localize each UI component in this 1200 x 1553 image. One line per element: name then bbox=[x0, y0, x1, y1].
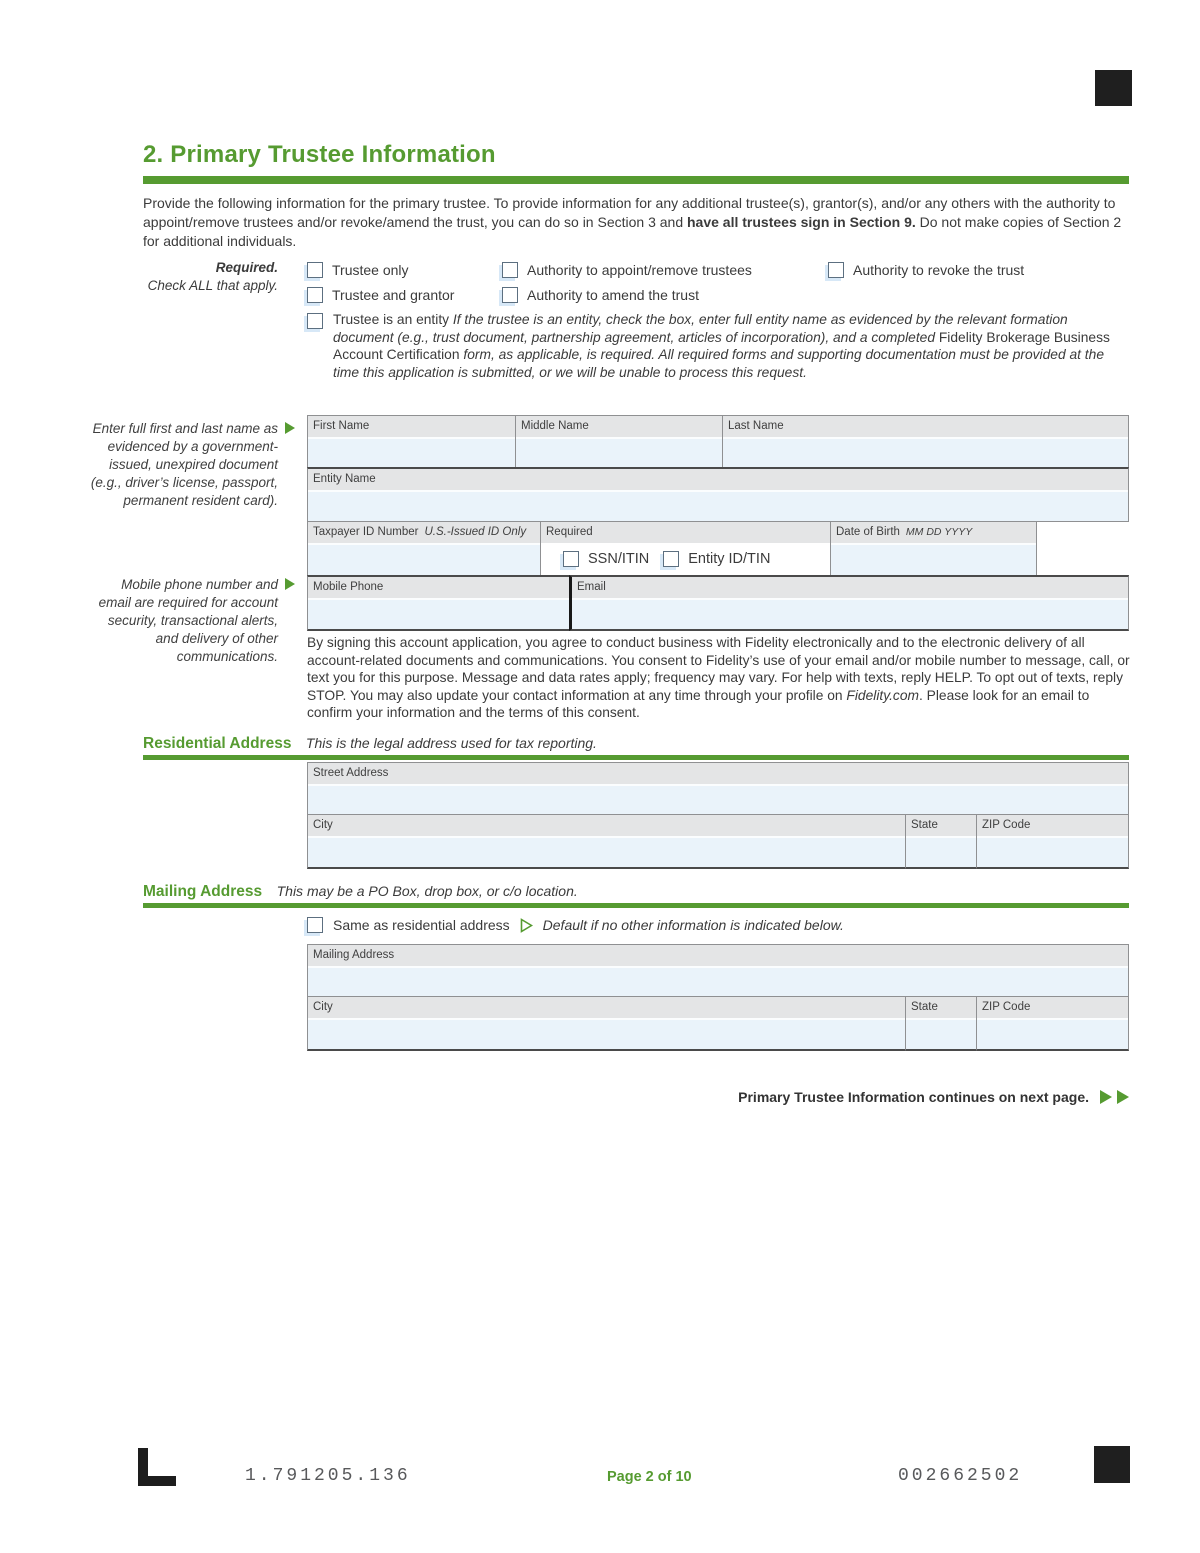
role-checkbox-group bbox=[307, 257, 1132, 307]
registration-square-top bbox=[1095, 70, 1132, 106]
continue-note: Primary Trustee Information continues on next page. bbox=[738, 1089, 1089, 1105]
mail-city-label: City bbox=[308, 997, 905, 1018]
default-note: Default if no other information is indicated below. bbox=[542, 917, 844, 933]
mailing-rule bbox=[143, 903, 1129, 908]
appoint-remove-checkbox[interactable] bbox=[502, 262, 518, 278]
street-row bbox=[307, 762, 1129, 815]
mobile-phone-input[interactable] bbox=[308, 598, 569, 629]
mobile-phone-field bbox=[307, 575, 570, 631]
id-type-required-label: Required bbox=[541, 522, 830, 543]
trustee-grantor-checkbox[interactable] bbox=[307, 287, 323, 303]
appoint-remove-label: Authority to appoint/remove trustees bbox=[527, 261, 752, 278]
street-address-label: Street Address bbox=[308, 763, 1128, 784]
date-of-birth-field bbox=[830, 521, 1037, 576]
entity-note-2: form, as applicable, is required. All required forms and supporting documentation must be provided at the time this application is submitted, or we will be unable to process this request. bbox=[333, 347, 1104, 380]
middle-name-label: Middle Name bbox=[516, 416, 722, 437]
res-city-field bbox=[307, 814, 906, 869]
margin-arrow-icon bbox=[285, 578, 295, 590]
email-label: Email bbox=[572, 577, 1128, 598]
residential-note: This is the legal address used for tax reporting. bbox=[305, 735, 597, 751]
mail-city-field bbox=[307, 996, 906, 1051]
mail-zip-input[interactable] bbox=[977, 1018, 1128, 1049]
entity-name-field bbox=[307, 467, 1129, 522]
date-of-birth-label: Date of Birth bbox=[836, 526, 900, 538]
taxpayer-id-input[interactable] bbox=[308, 543, 540, 575]
mail-city-input[interactable] bbox=[308, 1018, 905, 1049]
mobile-phone-label: Mobile Phone bbox=[308, 577, 569, 598]
consent-text-after: . Please look for an email to confirm your information and the terms of this consent. bbox=[307, 687, 1090, 721]
revoke-trust-label: Authority to revoke the trust bbox=[853, 261, 1025, 278]
residential-address-table bbox=[307, 762, 1129, 869]
email-field bbox=[569, 575, 1129, 631]
continue-arrow-icon bbox=[1117, 1090, 1129, 1104]
mailing-address-input[interactable] bbox=[308, 966, 1128, 996]
last-name-field bbox=[722, 415, 1129, 468]
middle-name-input[interactable] bbox=[516, 437, 722, 467]
res-zip-field bbox=[976, 814, 1129, 869]
mail-zip-label: ZIP Code bbox=[977, 997, 1128, 1018]
ssn-itin-checkbox[interactable] bbox=[563, 551, 579, 567]
revoke-trust-option bbox=[828, 262, 1024, 278]
contact-margin-note: Mobile phone number and email are required for account security, transactional alerts, and delivery of other communications. bbox=[98, 577, 278, 664]
street-address-field bbox=[307, 762, 1129, 815]
entity-id-tin-option bbox=[663, 551, 770, 567]
required-label-block bbox=[96, 259, 278, 295]
entity-note-1: If the trustee is an entity, check the box, enter full entity name as evidenced by the relevant formation document (e.g., trust document, partnership agreement, articles of incorporation), and a completed bbox=[333, 312, 1068, 345]
amend-trust-checkbox[interactable] bbox=[502, 287, 518, 303]
res-state-field bbox=[905, 814, 977, 869]
mailing-address-label: Mailing Address bbox=[308, 945, 1128, 966]
mailing-address-field bbox=[307, 944, 1129, 997]
margin-arrow-icon bbox=[285, 422, 295, 434]
section-title: 2. Primary Trustee Information bbox=[143, 141, 496, 168]
barcode-number: 002662502 bbox=[898, 1466, 1023, 1486]
mailing-heading-row bbox=[143, 883, 578, 901]
entity-checkbox-label: Trustee is an entity bbox=[333, 312, 450, 327]
residential-rule bbox=[143, 755, 1129, 760]
continue-note-row bbox=[738, 1089, 1129, 1105]
ssn-itin-option bbox=[563, 551, 649, 567]
mailing-note: This may be a PO Box, drop box, or c/o location. bbox=[276, 883, 578, 899]
entity-checkbox[interactable] bbox=[307, 313, 323, 329]
trustee-only-checkbox[interactable] bbox=[307, 262, 323, 278]
taxpayer-id-label: Taxpayer ID Number bbox=[313, 526, 419, 538]
intro-text-after: Do not make copies of Section 2 for additional individuals. bbox=[143, 214, 1122, 249]
entity-note-form-name: Fidelity Brokerage Business Account Certification bbox=[333, 329, 1110, 363]
appoint-remove-option bbox=[502, 262, 828, 278]
id-type-field bbox=[540, 521, 831, 576]
continue-arrow-icon bbox=[1100, 1090, 1112, 1104]
trustee-only-option bbox=[307, 262, 502, 278]
entity-name-label: Entity Name bbox=[308, 469, 1128, 490]
res-state-label: State bbox=[906, 815, 976, 836]
entity-id-tin-label: Entity ID/TIN bbox=[688, 551, 771, 567]
contact-row bbox=[307, 575, 1129, 631]
res-city-label: City bbox=[308, 815, 905, 836]
res-city-input[interactable] bbox=[308, 836, 905, 867]
street-address-input[interactable] bbox=[308, 784, 1128, 814]
mail-state-input[interactable] bbox=[906, 1018, 976, 1049]
entity-name-row bbox=[307, 467, 1129, 522]
mailing-heading: Mailing Address bbox=[143, 883, 263, 900]
name-margin-note: Enter full first and last name as evidenced by a government-issued, unexpired document (e.g., driver’s license, passport, permanent resident card). bbox=[90, 421, 278, 508]
consent-text: By signing this account application, you agree to conduct business with Fidelity electronically and to the electronic delivery of all account-related documents and communications. You consent to Fidelity’s use of your email and/or mobile number to message, call, or text you for this purpose. Message and data rates apply; frequency may vary. For help with texts, reply HELP. To opt out of texts, reply STOP. You may also update your contact information at any time through your profile on bbox=[307, 635, 1130, 703]
entity-name-input[interactable] bbox=[308, 490, 1128, 521]
mail-city-row bbox=[307, 996, 1129, 1051]
name-row bbox=[307, 415, 1129, 468]
intro-paragraph bbox=[143, 194, 1133, 251]
revoke-trust-checkbox[interactable] bbox=[828, 262, 844, 278]
middle-name-field bbox=[515, 415, 723, 468]
trustee-grantor-label: Trustee and grantor bbox=[332, 286, 455, 303]
email-input[interactable] bbox=[572, 598, 1128, 629]
trustee-grantor-option bbox=[307, 287, 502, 303]
taxpayer-id-field bbox=[307, 521, 541, 576]
res-state-input[interactable] bbox=[906, 836, 976, 867]
residential-heading-row bbox=[143, 735, 597, 753]
same-as-residential-row bbox=[307, 917, 844, 933]
intro-text: Provide the following information for the primary trustee. To provide information for any additional trustee(s), grantor(s), and/or any others with the authority to appoint/remove trustees and/or revoke/amend the trust, you can do so in Section 3 and bbox=[143, 195, 1116, 230]
taxpayer-id-hint: U.S.-Issued ID Only bbox=[424, 526, 527, 538]
res-zip-label: ZIP Code bbox=[977, 815, 1128, 836]
mail-state-field bbox=[905, 996, 977, 1051]
first-name-input[interactable] bbox=[308, 437, 515, 467]
required-label: Required. bbox=[215, 260, 278, 275]
last-name-label: Last Name bbox=[723, 416, 1128, 437]
res-city-row bbox=[307, 814, 1129, 869]
form-number: 1.791205.136 bbox=[245, 1466, 411, 1486]
role-row-1 bbox=[307, 257, 1132, 282]
trustee-only-label: Trustee only bbox=[332, 261, 409, 278]
section-title-rule bbox=[143, 176, 1129, 184]
default-arrow-icon bbox=[520, 918, 533, 933]
res-zip-input[interactable] bbox=[977, 836, 1128, 867]
amend-trust-option bbox=[502, 287, 699, 303]
taxpayer-row bbox=[307, 521, 1129, 576]
mail-state-label: State bbox=[906, 997, 976, 1018]
amend-trust-label: Authority to amend the trust bbox=[527, 286, 699, 303]
check-all-label: Check ALL that apply. bbox=[147, 278, 278, 293]
date-of-birth-hint: MM DD YYYY bbox=[905, 526, 973, 538]
first-name-label: First Name bbox=[308, 416, 515, 437]
page-indicator: Page 2 of 10 bbox=[607, 1469, 692, 1485]
mail-zip-field bbox=[976, 996, 1129, 1051]
id-type-options bbox=[541, 543, 830, 575]
consent-fidelity-com: Fidelity.com bbox=[846, 687, 919, 703]
same-as-residential-label: Same as residential address bbox=[333, 917, 510, 933]
same-as-residential-checkbox[interactable] bbox=[307, 917, 323, 933]
first-name-field bbox=[307, 415, 516, 468]
personal-info-table bbox=[307, 415, 1129, 631]
registration-square-bottom bbox=[1094, 1446, 1130, 1483]
ssn-itin-label: SSN/ITIN bbox=[588, 551, 650, 567]
registration-corner-mark bbox=[138, 1448, 176, 1486]
mailing-address-table bbox=[307, 944, 1129, 1051]
mailing-address-row bbox=[307, 944, 1129, 997]
entity-option-block bbox=[307, 311, 1129, 381]
entity-id-tin-checkbox[interactable] bbox=[663, 551, 679, 567]
date-of-birth-input[interactable] bbox=[831, 543, 1036, 575]
intro-bold-text: have all trustees sign in Section 9. bbox=[687, 214, 916, 230]
residential-heading: Residential Address bbox=[143, 735, 292, 752]
consent-paragraph bbox=[307, 634, 1133, 722]
role-row-2 bbox=[307, 282, 1132, 307]
last-name-input[interactable] bbox=[723, 437, 1128, 467]
